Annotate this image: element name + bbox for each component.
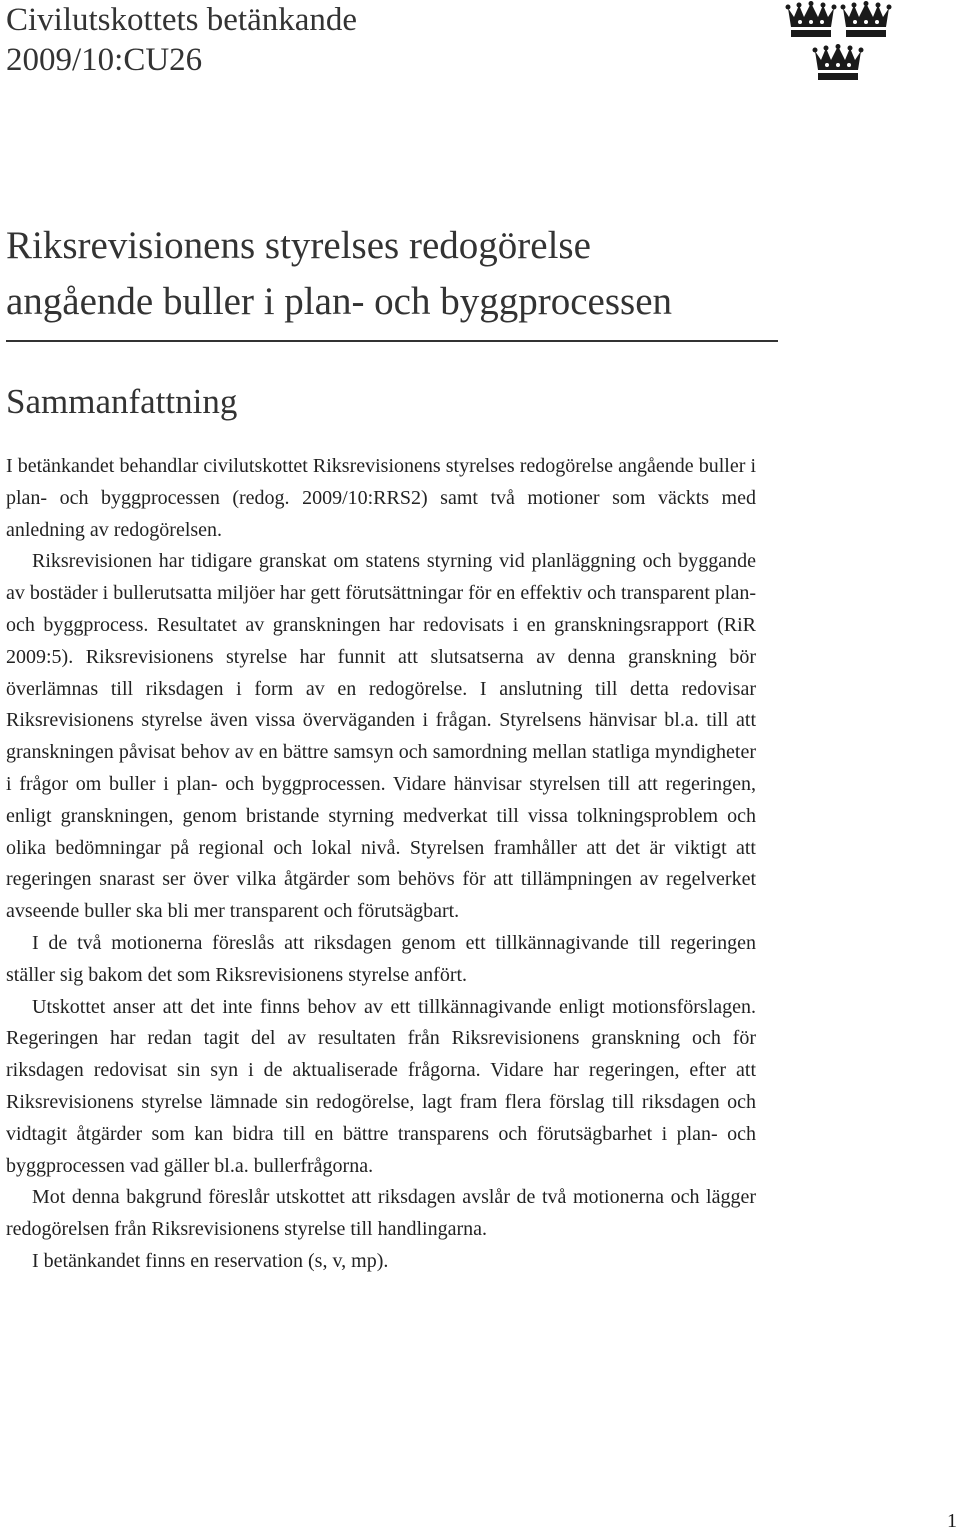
title-line-1: Riksrevisionens styrelses redogörelse: [6, 224, 591, 267]
summary-paragraph-4: Utskottet anser att det inte finns behov av ett tillkännagivande enligt motionsförslagen. Regeringen har redan tagit del av resultaten från Riksrevisionens granskning och för riksdagen redovisat sin syn i de aktualiserade frågorna. Vidare har regeringen, efter att Riksrevisionens styrelse lämnade sin redogörelse, lagt fram flera förslag till riksdagen och vidtagit åtgärder som kan bidra till en bättre transparens och förutsägbarhet i plan- och byggprocessen vad gäller bl.a. bullerfrågorna.: [6, 995, 756, 1177]
summary-paragraph-1: I betänkandet behandlar civilutskottet Riksrevisionens styrelses redogörelse angående buller i plan- och byggprocessen (redog. 2009/10:RRS2) samt två motioner som väckts med anledning av redogörelsen.: [6, 455, 756, 541]
document-header: [6, 0, 357, 80]
committee-name: Civilutskottets betänkande: [6, 2, 358, 38]
summary-paragraph-6: I betänkandet finns en reservation (s, v, mp).: [32, 1249, 389, 1272]
page-number: 1: [947, 1510, 957, 1532]
summary-body: [6, 451, 756, 1278]
summary-paragraph-2: Riksrevisionen har tidigare granskat om statens styrning vid planläggning och byggande av bostäder i bullerutsatta miljöer har gett förutsättningar för en effektiv och transparent plan- och byggprocess. Resultatet av granskningen har redovisats i en granskningsrapport (RiR 2009:5). Riksrevisionens styrelse har funnit att slutsatserna av denna granskning bör överlämnas till riksdagen i form av en redogörelse. I anslutning till detta redovisar Riksrevisionens styrelse även vissa överväganden i frågan. Styrelsens hänvisar bl.a. till att granskningen påvisat behov av en bättre samsyn och samordning mellan statliga myndigheter i frågor om buller i plan- och byggprocessen. Vidare hänvisar styrelsen till att regeringen, enligt granskningen, genom bristande styrning medverkat till vissa tolkningsproblem och olika bedömningar på regional och lokal nivå. Styrelsen framhåller att det är viktigt att regeringen snarast ser över vilka åtgärder som behövs för att tillämpningen av regelverket avseende buller ska bli mer transparent och förutsägbart.: [6, 550, 756, 923]
summary-heading: Sammanfattning: [6, 382, 238, 421]
summary-paragraph-3: I de två motionerna föreslås att riksdagen genom ett tillkännagivande till regeringen ställer sig bakom det som Riksrevisionens styrelse anfört.: [6, 931, 756, 986]
three-crowns-icon: [783, 0, 895, 84]
document-title: [6, 218, 778, 342]
summary-paragraph-5: Mot denna bakgrund föreslår utskottet att riksdagen avslår de två motionerna och lägger redogörelsen från Riksrevisionens styrelse till handlingarna.: [6, 1186, 756, 1241]
report-id: 2009/10:CU26: [6, 42, 203, 78]
title-line-2: angående buller i plan- och byggprocessen: [6, 280, 673, 323]
